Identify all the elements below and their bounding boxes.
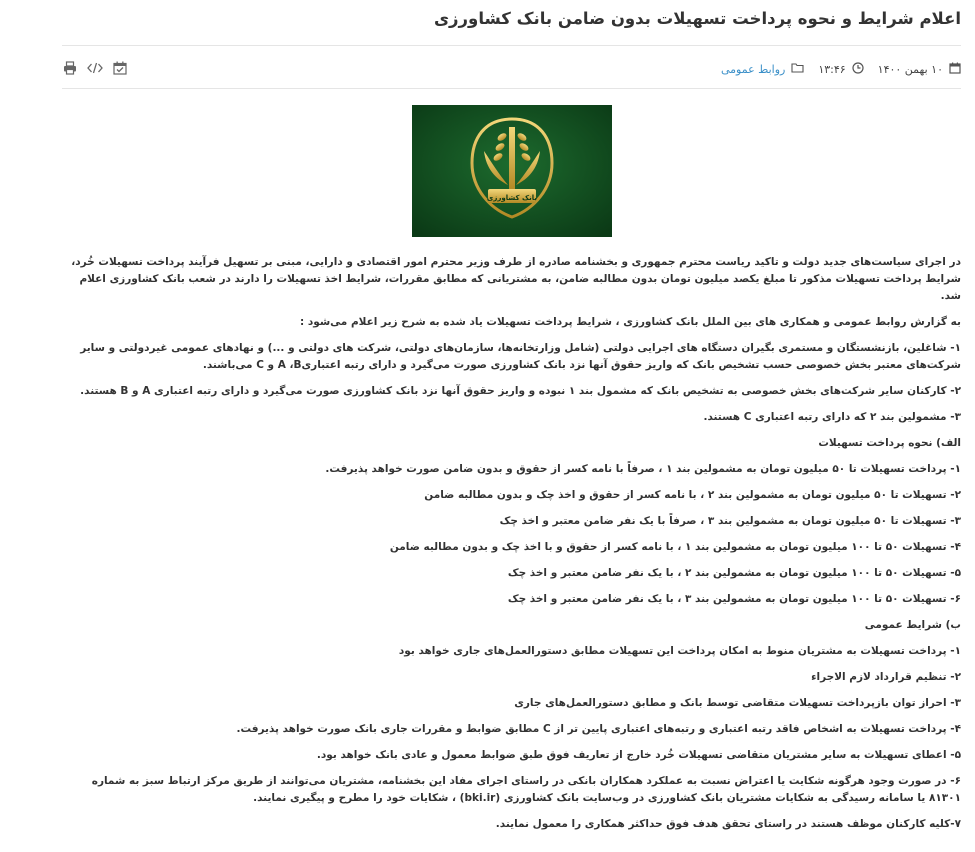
article-body [62,254,961,842]
paragraph: ۱- پرداخت تسهیلات به مشتریان منوط به امکان پرداخت این تسهیلات مطابق دستورالعمل‌های جاری خواهد بود [398,645,961,657]
title-divider [62,45,961,46]
paragraph: ۳- احراز توان بازپرداخت تسهیلات متقاضی توسط بانک و مطابق دستورالعمل‌های جاری [514,697,961,709]
meta-divider [62,88,961,89]
paragraph: ۴- پرداخت تسهیلات به اشخاص فاقد رتبه اعتباری و رتبه‌های اعتباری پایین تر از C مطابق ضوابط و مقررات جاری بانک صورت خواهد پذیرفت. [236,723,961,735]
paragraph: ۵- اعطای تسهیلات به سایر مشتریان متقاضی تسهیلات خُرد خارج از تعاریف فوق طبق ضوابط معمول و عادی بانک خواهد بود. [316,749,961,761]
paragraph: ۷-کلیه کارکنان موظف هستند در راستای تحقق هدف فوق حداکثر همکاری را معمول نمایند. [495,818,961,830]
paragraph: ۵- تسهیلات ۵۰ تا ۱۰۰ میلیون تومان به مشمولین بند ۲ ، با یک نفر ضامن معتبر و اخذ چک [507,567,961,579]
logo-caption: بانک کشاورزی [486,194,538,202]
calendar-check-icon[interactable] [112,60,128,76]
section-heading: الف) نحوه پرداخت تسهیلات [818,437,961,449]
article-tools [62,60,128,76]
paragraph: ۱- شاغلین، بازنشستگان و مستمری بگیران دستگاه های اجرایی دولتی (شامل وزارتخانه‌ها، سازمان‌های دولتی، شرکت های دولتی و ...) و نهادهای عمومی غیردولتی و سایر شرکت‌های معتبر بخش خصوصی حسب تشخیص بانک که واریز حقوق آنها نزد بانک کشاورزی صورت می‌گیرد و دارای رتبه اعتباریA ،B و C می‌باشند. [80,342,961,371]
paragraph: به گزارش روابط عمومی و همکاری های بین الملل بانک کشاورزی ، شرایط پرداخت تسهیلات یاد شده به شرح زیر اعلام می‌شود : [300,316,961,328]
print-icon[interactable] [62,60,78,76]
paragraph: ۲- کارکنان سایر شرکت‌های بخش خصوصی به تشخیص بانک که مشمول بند ۱ نبوده و واریز حقوق آنها نزد بانک کشاورزی صورت می‌گیرد و دارای رتبه اعتباری A و B هستند. [80,385,961,397]
paragraph: ۶- تسهیلات ۵۰ تا ۱۰۰ میلیون تومان به مشمولین بند ۳ ، با یک نفر ضامن معتبر و اخذ چک [507,593,961,605]
paragraph: ۱- پرداخت تسهیلات تا ۵۰ میلیون تومان به مشمولین بند ۱ ، صرفاً با نامه کسر از حقوق و بدون ضامن صورت خواهد پذیرفت. [325,463,961,475]
paragraph: ۴- تسهیلات ۵۰ تا ۱۰۰ میلیون تومان به مشمولین بند ۱ ، با نامه کسر از حقوق و با اخذ چک و بدون مطالبه ضامن [389,541,961,553]
article-category-link[interactable]: روابط عمومی [720,62,786,76]
article-time: ۱۳:۴۶ [818,62,846,76]
paragraph: ۲- تسهیلات تا ۵۰ میلیون تومان به مشمولین بند ۲ ، با نامه کسر از حقوق و اخذ چک و بدون مطالبه ضامن [424,489,961,501]
bank-logo-image [412,105,612,237]
clock-icon [852,62,864,77]
article-date: ۱۰ بهمن ۱۴۰۰ [877,62,943,76]
article-meta [721,60,961,78]
paragraph: ۳- تسهیلات تا ۵۰ میلیون تومان به مشمولین بند ۳ ، صرفاً با یک نفر ضامن معتبر و اخذ چک [499,515,961,527]
article-title: اعلام شرایط و نحوه پرداخت تسهیلات بدون ضامن بانک کشاورزی [433,9,961,28]
calendar-icon [949,62,961,77]
code-icon[interactable] [87,60,103,76]
paragraph: ۶- در صورت وجود هرگونه شکایت یا اعتراض نسبت به عملکرد همکاران بانکی در راستای اجرای مفاد این بخشنامه، مشتریان می‌توانند از طریق مرکز ارتباط سبز به شماره ۸۱۳۰۱ یا سامانه رسیدگی به شکایات مشتریان بانک کشاورزی در وب‌سایت بانک کشاورزی (bki.ir) ، شکایات خود را مطرح و پیگیری نمایند. [91,775,961,804]
section-heading: ب) شرایط عمومی [864,619,961,631]
paragraph: ۲- تنظیم قرارداد لازم الاجراء [811,671,961,683]
folder-icon [791,62,804,76]
paragraph: ۳- مشمولین بند ۲ که دارای رتبه اعتباری C هستند. [703,411,961,423]
paragraph: در اجرای سیاست‌های جدید دولت و تاکید ریاست محترم جمهوری و بخشنامه صادره از طرف وزیر محترم امور اقتصادی و دارایی، مبنی بر تسهیل فرآیند پرداخت تسهیلات خُرد، شرایط پرداخت تسهیلات مذکور تا مبلغ یکصد میلیون تومان بدون مطالبه ضامن، به مشتریانی که مطابق مقررات، شرایط اخذ تسهیلات را دارند در شعب بانک کشاورزی اعلام شد. [71,256,961,302]
